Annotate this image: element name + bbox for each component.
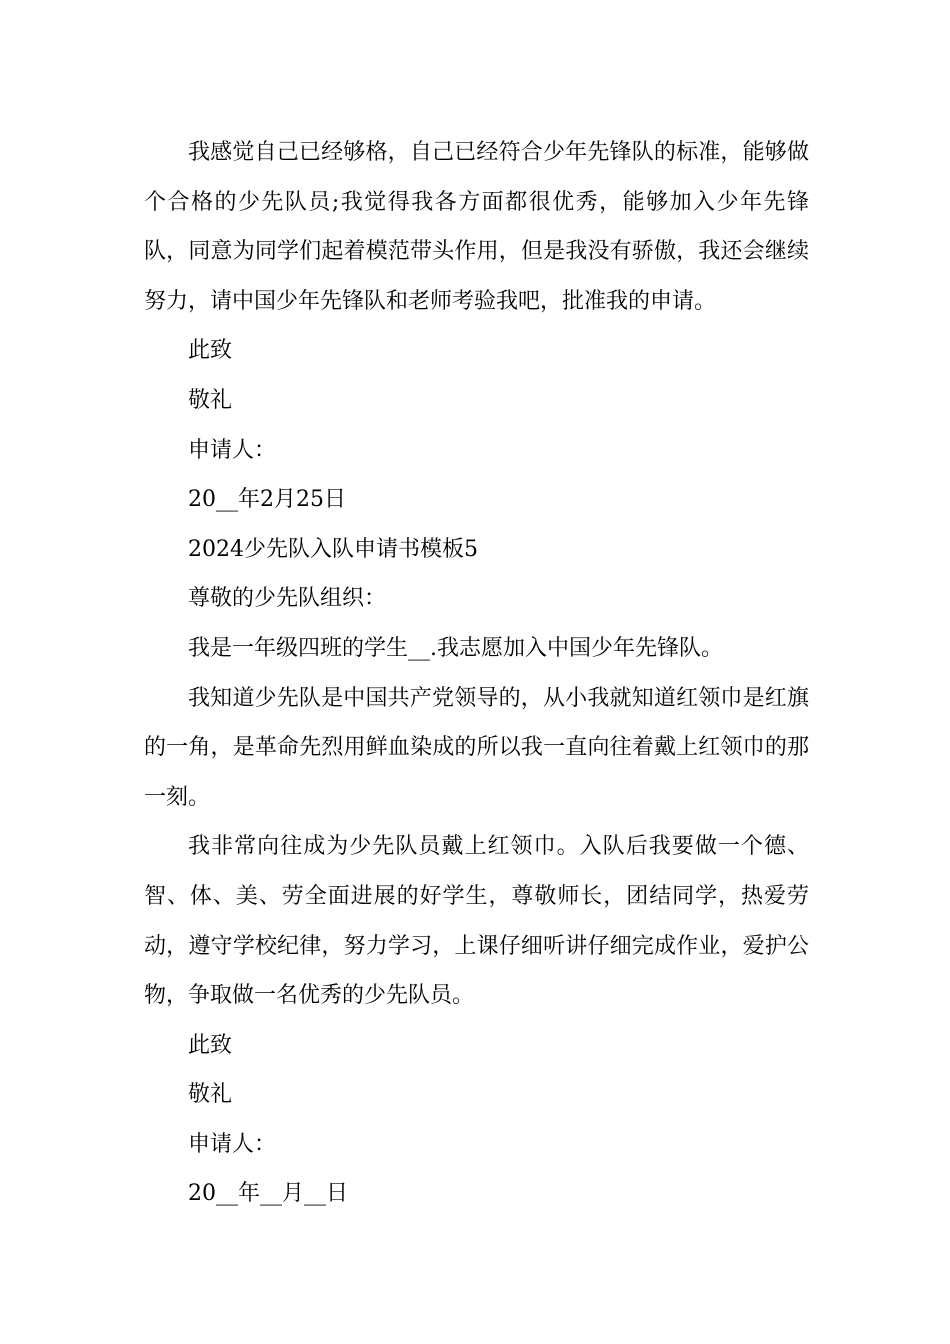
document-body [144,128,809,1219]
paragraph-commitment: 我非常向往成为少先队员戴上红领巾。入队后我要做一个德、智、体、美、劳全面进展的好学生，尊敬师长，团结同学，热爱劳动，遵守学校纪律，努力学习，上课仔细听讲仔细完成作业，爱护公物，争取做一名优秀的少先队员。 [144,834,809,1009]
closing-jingli: 敬礼 [188,387,233,413]
closing-cizhi: 此致 [188,338,233,364]
closing-cizhi-2: 此致 [188,1032,233,1058]
paragraph-qualification: 我感觉自己已经够格，自己已经符合少年先锋队的标准，能够做个合格的少先队员;我觉得我各方面都很优秀，能够加入少年先锋队，同意为同学们起着模范带头作用，但是我没有骄傲，我还会继续努力，请中国少年先锋队和老师考验我吧，批准我的申请。 [144,140,809,314]
date-line: 20__年2月25日 [188,487,346,513]
applicant-label: 申请人： [188,437,277,463]
paragraph-red-scarf: 我知道少先队是中国共产党领导的，从小我就知道红领巾是红旗的一角，是革命先烈用鲜血染成的所以我一直向往着戴上红领巾的那一刻。 [144,685,809,810]
closing-jingli-2: 敬礼 [188,1082,233,1108]
paragraph-intro: 我是一年级四班的学生__.我志愿加入中国少年先锋队。 [188,635,723,661]
date-line-2: 20__年__月__日 [188,1181,348,1207]
applicant-label-2: 申请人： [188,1131,277,1157]
salutation: 尊敬的少先队组织： [188,586,387,612]
section-title: 2024少先队入队申请书模板5 [188,536,478,562]
